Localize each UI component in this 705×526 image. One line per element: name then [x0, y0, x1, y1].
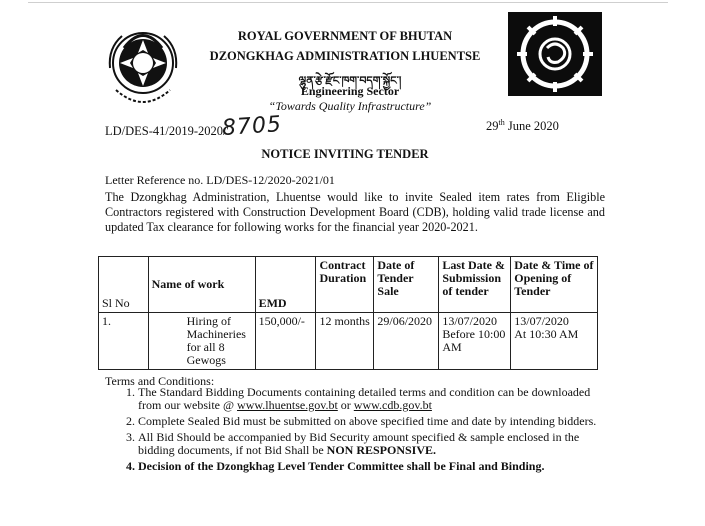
header-name-of-work: Name of work [148, 257, 255, 313]
org-name: ROYAL GOVERNMENT OF BHUTAN [237, 29, 453, 43]
intro-paragraph: The Dzongkhag Administration, Lhuentse would like to invite Sealed item rates from Eligible Contractors registered with Construction Development Board (CDB), holding valid trade license and updated Tax clearance for following works for the financial year 2020-2021. [105, 190, 605, 234]
header-tender-sale-date: Date of Tender Sale [374, 257, 439, 313]
open-time-value: At 10:30 AM [514, 327, 579, 341]
reference-number: LD/DES-41/2019-2020/' [105, 124, 229, 138]
royal-government-emblem [96, 18, 190, 112]
motto: “Towards Quality Infrastructure” [268, 99, 432, 113]
open-date-value: 13/07/2020 [514, 314, 569, 328]
dzongkhag-logo [508, 12, 602, 96]
letter-reference: Letter Reference no. LD/DES-12/2020-2021/01 [105, 173, 335, 187]
term-2: 2. Complete Sealed Bid must be submitted on above specified time and date by intending bidders. [138, 415, 613, 428]
term-4: 4. Decision of the Dzongkhag Level Tender Committee shall be Final and Binding. [138, 460, 613, 473]
top-border-line [28, 2, 668, 3]
terms-heading: Terms and Conditions: [105, 374, 215, 388]
dzongkha-script: ལྷུན་རྩེ་རྫོང་ཁག་བདག་སྐྱོང་། [298, 75, 402, 87]
last-time-value: Before 10:00 AM [442, 327, 506, 354]
handwritten-number: 8705 [221, 111, 283, 142]
cell-last-date [439, 313, 511, 370]
cdb-website-link[interactable]: www.cdb.gov.bt [353, 398, 432, 412]
table-row [99, 313, 598, 370]
sector-name: Engineering Sector [300, 84, 400, 98]
header-sl: Sl No [99, 257, 149, 313]
lhuentse-website-link[interactable]: www.lhuentse.gov.bt [237, 398, 338, 412]
cell-name-of-work: Hiring of Machineries for all 8 Gewogs [148, 313, 255, 370]
table-header-row [99, 257, 598, 313]
header-opening-date: Date & Time of Opening of Tender [511, 257, 598, 313]
cell-sl: 1. [99, 313, 149, 370]
cell-opening-date [511, 313, 598, 370]
dharma-wheel-icon [508, 12, 602, 96]
dzongkhag-name: DZONGKHAG ADMINISTRATION LHUENTSE [209, 49, 481, 63]
term-1: 1. The Standard Bidding Documents containing detailed terms and condition can be downloaded from our website @ www.lhuentse.gov.bt or www.cdb.gov.bt [138, 386, 613, 412]
tender-table [98, 256, 598, 370]
last-date-value: 13/07/2020 [442, 314, 498, 328]
header-emd: EMD [255, 257, 316, 313]
notice-title: NOTICE INVITING TENDER [261, 147, 429, 161]
header-contract-duration: Contract Duration [316, 257, 374, 313]
cell-emd: 150,000/- [255, 313, 316, 370]
cell-sale-date: 29/06/2020 [374, 313, 439, 370]
terms-list [106, 386, 613, 476]
term-3: 3. All Bid Should be accompanied by Bid Security amount specified & sample enclosed in the bidding documents, if not Bid Shall be NON RESPONSIVE. [138, 431, 613, 457]
notice-date: 29th June 2020 [486, 118, 559, 134]
cell-duration: 12 months [316, 313, 374, 370]
header-last-date-submission: Last Date & Submission of tender [439, 257, 511, 313]
